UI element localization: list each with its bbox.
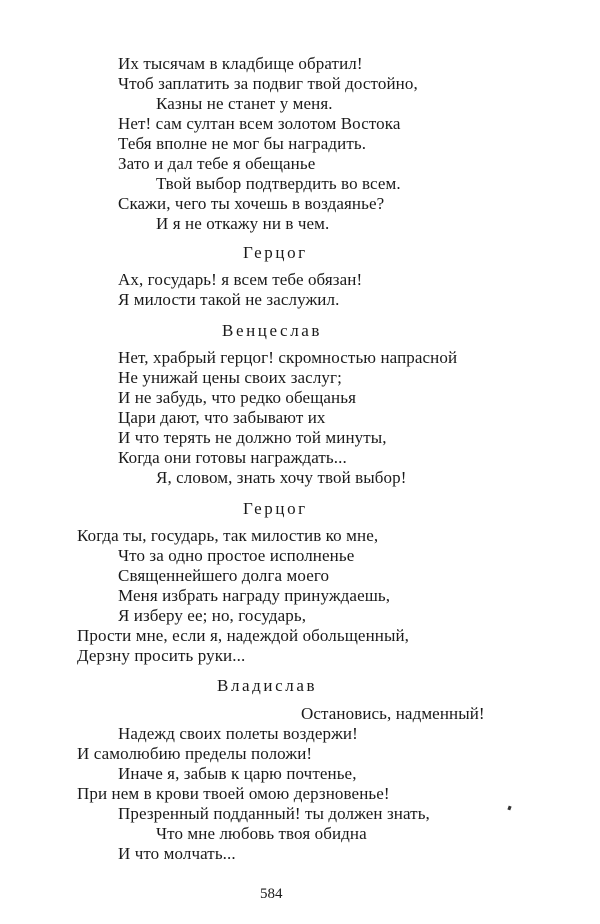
verse-line: И что терять не должно той минуты,	[118, 428, 387, 447]
verse-line: Надежд своих полеты воздержи!	[118, 724, 358, 743]
speaker-name: Венцеслав	[222, 321, 323, 340]
verse-line: Не унижай цены своих заслуг;	[118, 368, 342, 387]
verse-line: Цари дают, что забывают их	[118, 408, 326, 427]
verse-line: И я не откажу ни в чем.	[156, 214, 330, 233]
verse-line: Что мне любовь твоя обидна	[156, 824, 367, 843]
verse-line: Ах, государь! я всем тебе обязан!	[118, 270, 363, 289]
verse-line: Нет! сам султан всем золотом Востока	[118, 114, 401, 133]
verse-line: Презренный подданный! ты должен знать,	[118, 804, 430, 823]
verse-line: И самолюбию пределы положи!	[77, 744, 313, 763]
verse-line: И не забудь, что редко обещанья	[118, 388, 357, 407]
page-number: 584	[260, 886, 283, 902]
verse-line: Я милости такой не заслужил.	[118, 290, 340, 309]
verse-line: Что за одно простое исполненье	[118, 546, 355, 565]
verse-line: Когда они готовы награждать...	[118, 448, 347, 467]
speaker-name: Владислав	[217, 676, 318, 695]
verse-line: Я изберу ее; но, государь,	[118, 606, 307, 625]
verse-line: Священнейшего долга моего	[118, 566, 330, 585]
verse-line: Скажи, чего ты хочешь в воздаянье?	[118, 194, 385, 213]
verse-line: Меня избрать награду принуждаешь,	[118, 586, 391, 605]
verse-line: Иначе я, забыв к царю почтенье,	[118, 764, 357, 783]
verse-line: Дерзну просить руки...	[77, 646, 246, 665]
verse-line: Зато и дал тебе я обещанье	[118, 154, 316, 173]
verse-line: Я, словом, знать хочу твой выбор!	[156, 468, 407, 487]
verse-line: Тебя вполне не мог бы наградить.	[118, 134, 367, 153]
verse-line: Чтоб заплатить за подвиг твой достойно,	[118, 74, 418, 93]
verse-line: Казны не станет у меня.	[156, 94, 333, 113]
verse-line: Их тысячам в кладбище обратил!	[118, 54, 363, 73]
ink-speck	[507, 806, 511, 811]
speaker-name: Герцог	[243, 243, 308, 262]
verse-line: Остановись, надменный!	[301, 704, 485, 723]
verse-line: Прости мне, если я, надеждой обольщенный,	[77, 626, 410, 645]
speaker-name: Герцог	[243, 499, 308, 518]
verse-line: Нет, храбрый герцог! скромностью напрасной	[118, 348, 458, 367]
verse-line: При нем в крови твоей омою дерзновенье!	[77, 784, 390, 803]
verse-line: Когда ты, государь, так милостив ко мне,	[77, 526, 379, 545]
verse-line: И что молчать...	[118, 844, 236, 863]
verse-line: Твой выбор подтвердить во всем.	[156, 174, 401, 193]
